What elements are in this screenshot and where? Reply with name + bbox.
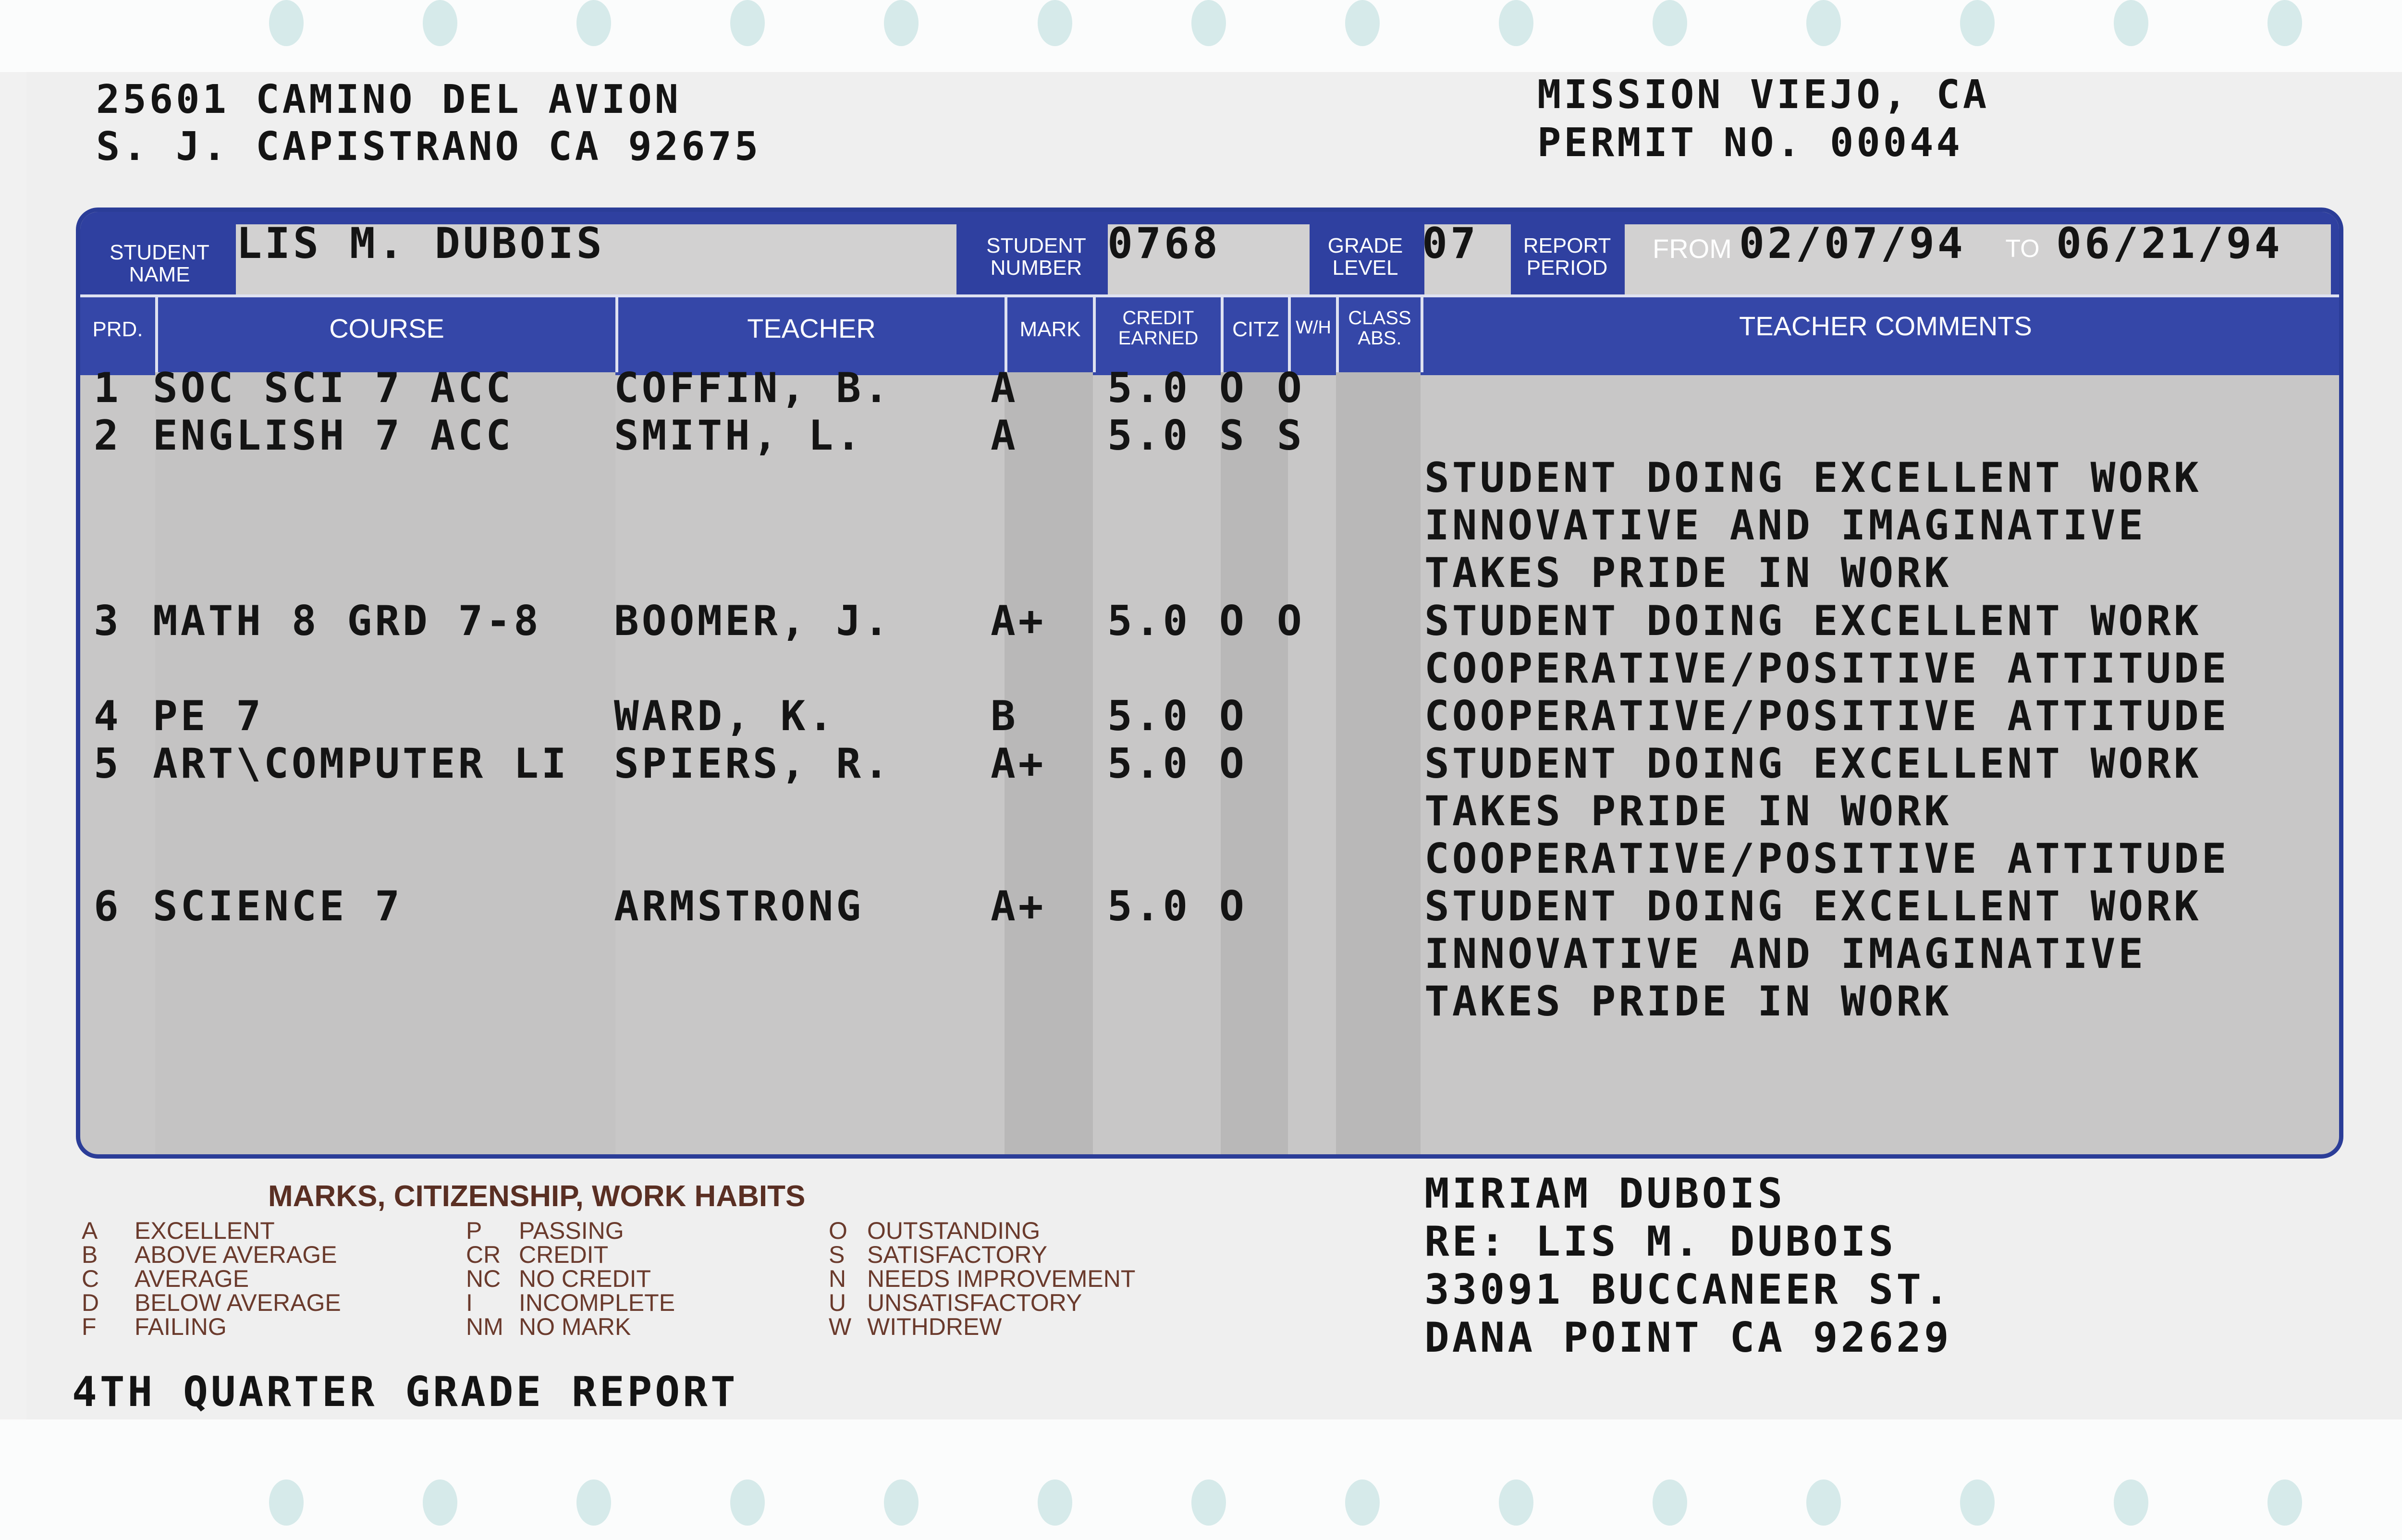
legend-item (466, 1219, 675, 1243)
row-citz: O (1219, 597, 1247, 646)
legend-title: MARKS, CITIZENSHIP, WORK HABITS (268, 1180, 806, 1213)
to-date: 06/21/94 (2056, 219, 2283, 268)
legend-item (829, 1267, 1135, 1291)
legend-code: B (82, 1241, 98, 1268)
school-address-line-1: 25601 CAMINO DEL AVION (96, 77, 682, 122)
perforation-dot (1345, 1479, 1380, 1526)
legend-meaning: INCOMPLETE (519, 1289, 675, 1316)
row-course: MATH 8 GRD 7-8 (153, 597, 541, 646)
col-course: COURSE (329, 313, 444, 343)
perforation-dot (2267, 1479, 2302, 1526)
col-citz: CITZ (1232, 318, 1279, 341)
col-class-abs: CLASS ABS. (1348, 307, 1411, 349)
perforation-dot (1499, 1479, 1533, 1526)
perforation-dot (269, 0, 304, 46)
legend-code: N (829, 1265, 846, 1292)
legend-code: P (466, 1217, 482, 1244)
row-wh: S (1277, 412, 1305, 460)
row-prd: 3 (94, 597, 122, 646)
legend-item (466, 1243, 675, 1267)
legend-meaning: UNSATISFACTORY (867, 1289, 1082, 1316)
row-teacher: ARMSTRONG (614, 882, 864, 931)
legend-item (466, 1291, 675, 1315)
perforation-dot (269, 1479, 304, 1526)
legend-code: A (82, 1217, 98, 1244)
legend-meaning: OUTSTANDING (867, 1217, 1041, 1244)
legend-meaning: WITHDREW (867, 1313, 1002, 1340)
col-credit-earned: CREDIT EARNED (1118, 307, 1199, 349)
legend-item (82, 1219, 341, 1243)
legend-item (829, 1315, 1135, 1339)
row-credit: 5.0 (1107, 412, 1191, 460)
row-credit: 5.0 (1107, 597, 1191, 646)
row-mark: A (991, 364, 1018, 412)
legend-item (466, 1267, 675, 1291)
legend-meaning: EXCELLENT (135, 1217, 275, 1244)
legend-meaning: AVERAGE (135, 1265, 249, 1292)
legend-code: NM (466, 1313, 503, 1340)
legend-meaning: NO CREDIT (519, 1265, 651, 1292)
row-comment: STUDENT DOING EXCELLENT WORK (1424, 597, 2202, 646)
legend-meaning: NO MARK (519, 1313, 631, 1340)
legend-code: U (829, 1289, 846, 1316)
legend-meaning: SATISFACTORY (867, 1241, 1048, 1268)
row-comment: STUDENT DOING EXCELLENT WORK (1424, 740, 2202, 788)
row-citz: S (1219, 412, 1247, 460)
row-comment: STUDENT DOING EXCELLENT WORK (1424, 454, 2202, 502)
row-wh: O (1277, 597, 1305, 646)
grade-level-label: GRADE LEVEL (1327, 234, 1403, 280)
col-teacher: TEACHER (747, 313, 876, 343)
row-citz: O (1219, 740, 1247, 788)
legend-code: W (829, 1313, 852, 1340)
legend-meaning: BELOW AVERAGE (135, 1289, 341, 1316)
row-comment: COOPERATIVE/POSITIVE ATTITUDE (1424, 835, 2230, 883)
to-label: TO (2005, 235, 2040, 263)
mailing-address-line: 33091 BUCCANEER ST. (1424, 1266, 1952, 1314)
row-citz: O (1219, 364, 1247, 412)
col-prd: PRD. (92, 318, 143, 341)
perforation-dot (2114, 1479, 2148, 1526)
row-prd: 4 (94, 692, 122, 741)
report-period-label: REPORT PERIOD (1523, 234, 1611, 280)
legend-item (82, 1267, 341, 1291)
col-wh: W/H (1296, 318, 1331, 338)
perforation-dot (1345, 0, 1380, 46)
perforation-dot (1191, 1479, 1226, 1526)
legend-item (82, 1315, 341, 1339)
row-teacher: SPIERS, R. (614, 740, 892, 788)
row-credit: 5.0 (1107, 882, 1191, 931)
column-stripe (1336, 372, 1421, 1159)
row-course: SOC SCI 7 ACC (153, 364, 514, 412)
legend-item (82, 1291, 341, 1315)
legend-meaning: CREDIT (519, 1241, 609, 1268)
row-prd: 6 (94, 882, 122, 931)
legend-code: I (466, 1289, 473, 1316)
legend-code: F (82, 1313, 97, 1340)
mailing-address-line: MIRIAM DUBOIS (1424, 1170, 1786, 1218)
row-comment: INNOVATIVE AND IMAGINATIVE (1424, 501, 2146, 550)
perforation-dot (423, 0, 457, 46)
perforation-dot (1499, 0, 1533, 46)
row-teacher: WARD, K. (614, 692, 836, 741)
from-date: 02/07/94 (1739, 219, 1966, 268)
grade-level-value: 07 (1422, 219, 1479, 268)
legend-code: C (82, 1265, 99, 1292)
row-course: ENGLISH 7 ACC (153, 412, 514, 460)
row-comment: COOPERATIVE/POSITIVE ATTITUDE (1424, 692, 2230, 741)
row-credit: 5.0 (1107, 740, 1191, 788)
legend-item (82, 1243, 341, 1267)
perforation-dot (1806, 0, 1841, 46)
row-mark: A+ (991, 882, 1046, 931)
legend-meaning: PASSING (519, 1217, 624, 1244)
perforation-dot (1960, 0, 1995, 46)
row-comment: TAKES PRIDE IN WORK (1424, 978, 1952, 1026)
row-mark: B (991, 692, 1018, 741)
perforation-dot (1038, 0, 1072, 46)
legend-code: CR (466, 1241, 501, 1268)
perforation-dot (423, 1479, 457, 1526)
perforation-dot (730, 0, 765, 46)
col-teacher-comments: TEACHER COMMENTS (1739, 311, 2032, 341)
row-mark: A+ (991, 597, 1046, 646)
perforation-dot (884, 1479, 919, 1526)
legend-marks (82, 1219, 341, 1339)
row-course: ART\COMPUTER LI (153, 740, 569, 788)
legend-meaning: ABOVE AVERAGE (135, 1241, 337, 1268)
student-number-label: STUDENT NUMBER (986, 234, 1086, 280)
report-title: 4TH QUARTER GRADE REPORT (72, 1368, 738, 1416)
postage-permit: PERMIT NO. 00044 (1537, 120, 1963, 166)
perforation-dot (576, 1479, 611, 1526)
legend-code: NC (466, 1265, 501, 1292)
row-mark: A (991, 412, 1018, 460)
legend-item (466, 1315, 675, 1339)
legend-code: D (82, 1289, 99, 1316)
from-label: FROM (1653, 233, 1732, 264)
row-course: PE 7 (153, 692, 264, 741)
mailing-address-line: RE: LIS M. DUBOIS (1424, 1218, 1897, 1266)
row-teacher: BOOMER, J. (614, 597, 892, 646)
row-citz: O (1219, 692, 1247, 741)
row-course: SCIENCE 7 (153, 882, 403, 931)
legend-credit (466, 1219, 675, 1339)
perforation-dot (1653, 1479, 1687, 1526)
col-mark: MARK (1019, 318, 1081, 341)
row-teacher: COFFIN, B. (614, 364, 892, 412)
row-comment: TAKES PRIDE IN WORK (1424, 549, 1952, 597)
legend-citizenship (829, 1219, 1135, 1339)
row-comment: STUDENT DOING EXCELLENT WORK (1424, 882, 2202, 931)
mailing-address-line: DANA POINT CA 92629 (1424, 1314, 1952, 1362)
row-prd: 1 (94, 364, 122, 412)
postage-city: MISSION VIEJO, CA (1537, 72, 1990, 118)
legend-code: O (829, 1217, 847, 1244)
perforation-dot (1191, 0, 1226, 46)
perforation-dot (1038, 1479, 1072, 1526)
row-credit: 5.0 (1107, 692, 1191, 741)
legend-meaning: FAILING (135, 1313, 227, 1340)
legend-code: S (829, 1241, 845, 1268)
row-credit: 5.0 (1107, 364, 1191, 412)
perforation-dot (1653, 0, 1687, 46)
student-name-value: LIS M. DUBOIS (236, 219, 605, 268)
student-name-label: STUDENT NAME (110, 241, 209, 286)
row-teacher: SMITH, L. (614, 412, 864, 460)
row-comment: TAKES PRIDE IN WORK (1424, 787, 1952, 836)
perforation-dot (576, 0, 611, 46)
row-prd: 5 (94, 740, 122, 788)
perforation-dot (2267, 0, 2302, 46)
row-comment: INNOVATIVE AND IMAGINATIVE (1424, 930, 2146, 978)
school-address-line-2: S. J. CAPISTRANO CA 92675 (96, 124, 761, 170)
row-prd: 2 (94, 412, 122, 460)
legend-item (829, 1291, 1135, 1315)
legend-item (829, 1219, 1135, 1243)
perforation-dot (884, 0, 919, 46)
legend-item (829, 1243, 1135, 1267)
student-number-value: 0768 (1107, 219, 1221, 268)
perforation-dot (1806, 1479, 1841, 1526)
row-comment: COOPERATIVE/POSITIVE ATTITUDE (1424, 645, 2230, 693)
row-mark: A+ (991, 740, 1046, 788)
row-citz: O (1219, 882, 1247, 931)
perforation-dot (1960, 1479, 1995, 1526)
legend-meaning: NEEDS IMPROVEMENT (867, 1265, 1136, 1292)
perforation-dot (730, 1479, 765, 1526)
row-wh: O (1277, 364, 1305, 412)
perforation-dot (2114, 0, 2148, 46)
